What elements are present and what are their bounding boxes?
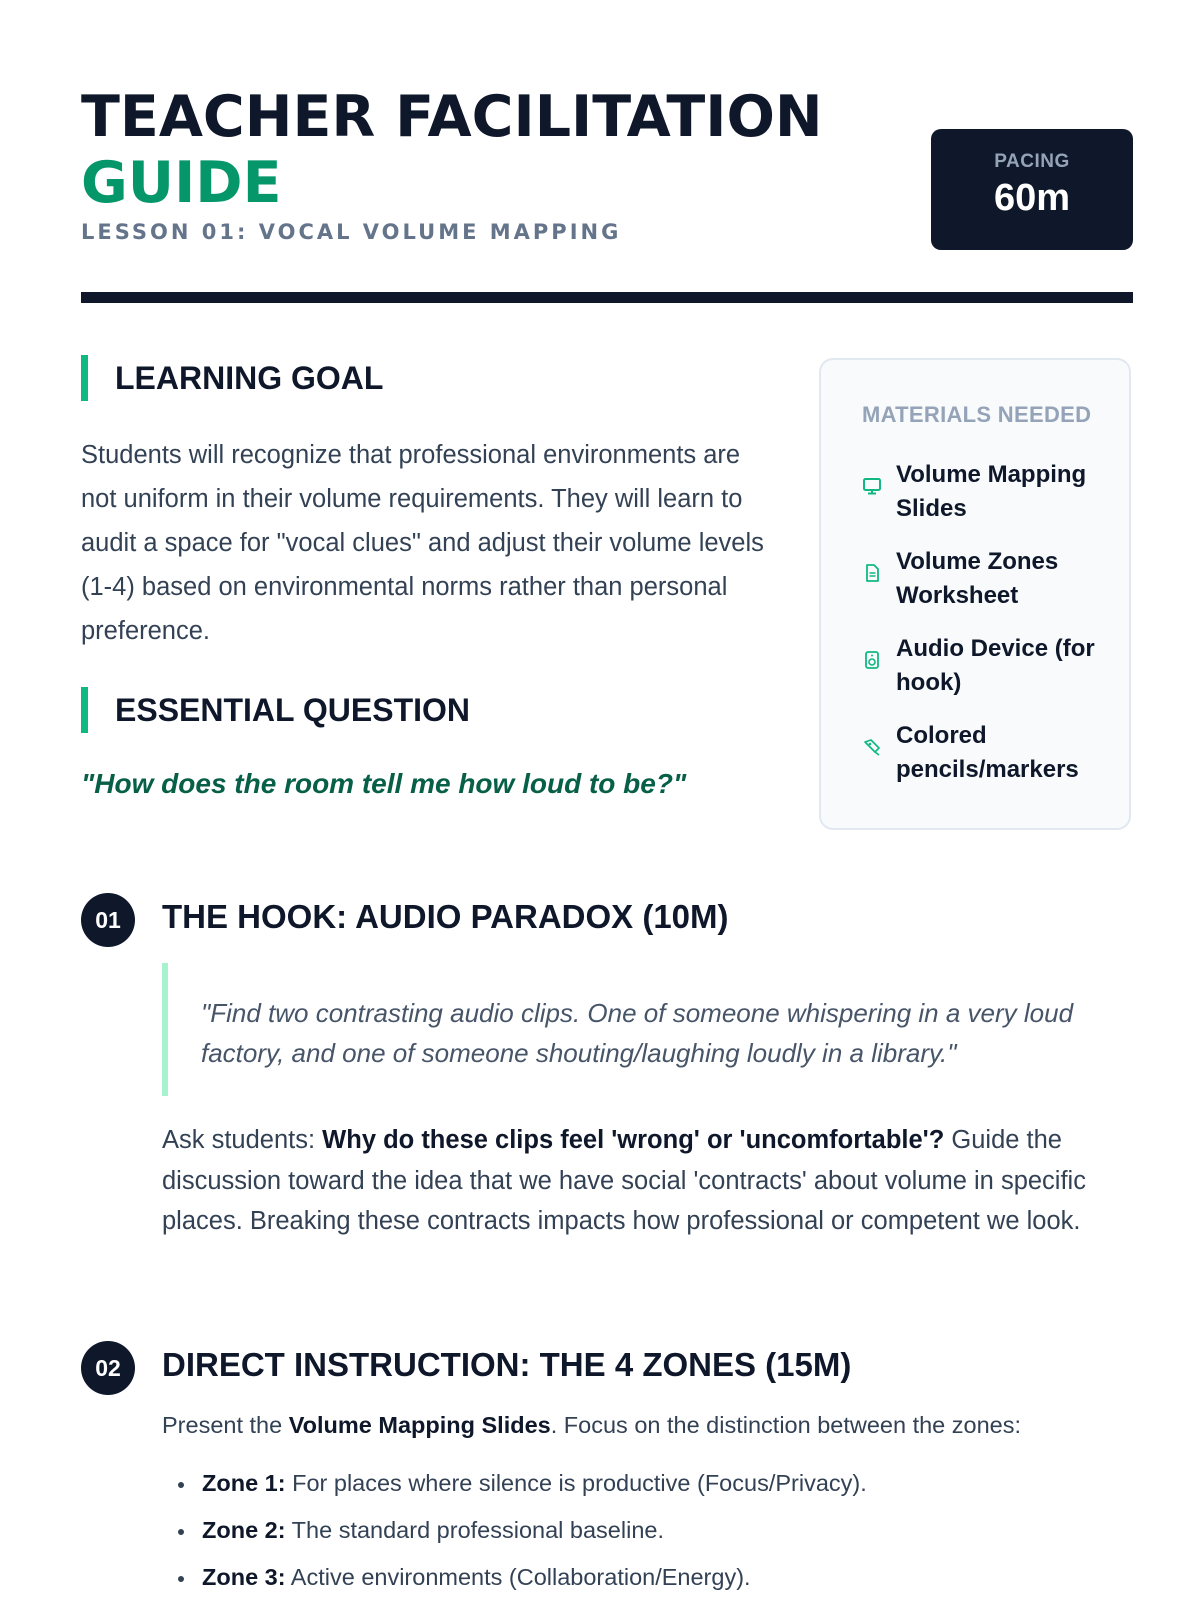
pencil-icon bbox=[862, 737, 882, 757]
zone-text: The standard professional baseline. bbox=[285, 1517, 664, 1543]
document-icon bbox=[862, 563, 882, 583]
learning-goal-text: Students will recognize that professional environments are not uniform in their volume requirements. They will learn to audit a space for "vocal clues" and adjust their volume levels (1-4) based on environmental norms rather than personal preference. bbox=[81, 441, 764, 645]
guide-header bbox=[81, 84, 1133, 304]
hook-instructions-question: Why do these clips feel 'wrong' or 'uncomfortable'? bbox=[322, 1126, 945, 1154]
page-title-line1: TEACHER FACILITATION bbox=[81, 84, 823, 150]
essential-question-text: "How does the room tell me how loud to be?" bbox=[81, 768, 687, 799]
hook-instructions bbox=[162, 1120, 1112, 1242]
hook-instructions-suffix: Guide the discussion toward the idea that we have social 'contracts' about volume in specific places. Breaking these contracts impacts how professional or competent we look. bbox=[162, 1126, 1086, 1235]
pacing-badge bbox=[931, 129, 1133, 250]
materials-item-label: Colored pencils/markers bbox=[896, 722, 1079, 783]
materials-title: MATERIALS NEEDED bbox=[862, 402, 1092, 427]
step-number-badge: 01 bbox=[81, 893, 135, 947]
instruction-intro-prefix: Present the bbox=[162, 1412, 289, 1438]
materials-item-label: Volume Mapping Slides bbox=[896, 461, 1087, 522]
zone-text: For places where silence is productive (Focus/Privacy). bbox=[285, 1470, 867, 1496]
learning-goal-heading: LEARNING GOAL bbox=[81, 355, 383, 401]
materials-item-label: Audio Device (for hook) bbox=[896, 635, 1095, 696]
list-item bbox=[162, 1460, 867, 1507]
step-title: THE HOOK: AUDIO PARADOX (10M) bbox=[162, 898, 729, 935]
materials-item-label: Volume Zones Worksheet bbox=[896, 548, 1059, 609]
pacing-label: PACING bbox=[994, 151, 1070, 172]
list-item bbox=[162, 1507, 867, 1554]
materials-card bbox=[819, 358, 1131, 830]
header-divider bbox=[81, 292, 1133, 303]
monitor-icon bbox=[862, 476, 882, 496]
zone-list bbox=[162, 1460, 867, 1600]
page-title-line2: GUIDE bbox=[81, 150, 282, 216]
zone-label: Zone 1: bbox=[202, 1470, 286, 1496]
zone-label: Zone 2: bbox=[202, 1517, 286, 1543]
hook-quote: "Find two contrasting audio clips. One of someone whispering in a very loud factory, and one of someone shouting/laughing loudly in a library." bbox=[162, 963, 1132, 1096]
essential-question-heading: ESSENTIAL QUESTION bbox=[81, 687, 470, 733]
zone-text: Active environments (Collaboration/Energy). bbox=[285, 1564, 751, 1590]
step-number-badge: 02 bbox=[81, 1341, 135, 1395]
step-title: DIRECT INSTRUCTION: THE 4 ZONES (15M) bbox=[162, 1346, 852, 1383]
instruction-intro bbox=[162, 1412, 1021, 1439]
instruction-intro-bold: Volume Mapping Slides bbox=[288, 1412, 551, 1438]
zone-label: Zone 3: bbox=[202, 1564, 286, 1590]
list-item bbox=[162, 1554, 867, 1600]
speaker-icon bbox=[862, 650, 882, 670]
hook-instructions-prefix: Ask students: bbox=[162, 1126, 323, 1154]
lesson-subtitle: LESSON 01: VOCAL VOLUME MAPPING bbox=[81, 220, 622, 244]
instruction-intro-suffix: . Focus on the distinction between the zones: bbox=[550, 1412, 1022, 1438]
pacing-value: 60m bbox=[993, 177, 1071, 219]
